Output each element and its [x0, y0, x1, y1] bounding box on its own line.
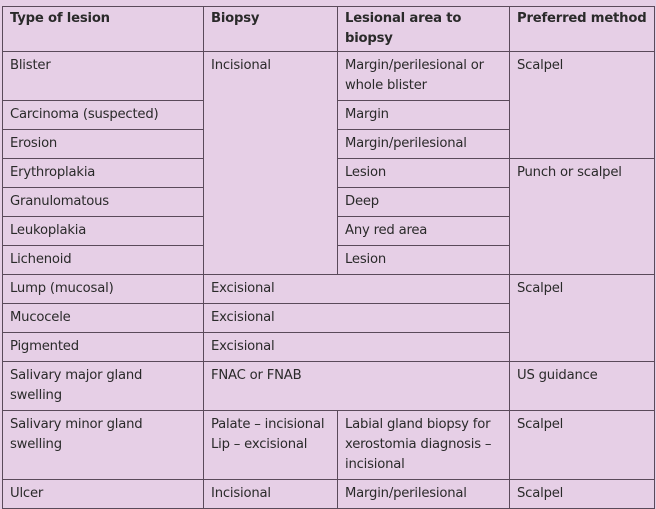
- biopsy-cell: Excisional: [204, 304, 510, 333]
- lesion-type-cell: Lump (mucosal): [3, 275, 204, 304]
- lesion-type-cell: Erosion: [3, 130, 204, 159]
- header-type-of-lesion: Type of lesion: [3, 7, 204, 52]
- header-biopsy: Biopsy: [204, 7, 338, 52]
- biopsy-cell: Excisional: [204, 333, 510, 362]
- area-cell: Margin/perilesional or whole blister: [338, 52, 510, 101]
- method-cell: Scalpel: [510, 52, 655, 159]
- method-cell: US guidance: [510, 362, 655, 411]
- method-cell: Scalpel: [510, 411, 655, 480]
- lesion-type-cell: Erythroplakia: [3, 159, 204, 188]
- method-cell: Scalpel: [510, 275, 655, 362]
- biopsy-table: [2, 6, 655, 509]
- method-cell: Scalpel: [510, 480, 655, 509]
- area-cell: Labial gland biopsy for xerostomia diagnosis – incisional: [338, 411, 510, 480]
- header-row: [3, 7, 655, 52]
- area-cell: Margin/perilesional: [338, 480, 510, 509]
- table-row: [3, 411, 655, 480]
- lesion-type-cell: Pigmented: [3, 333, 204, 362]
- table-row: [3, 362, 655, 411]
- lesion-type-cell: Mucocele: [3, 304, 204, 333]
- biopsy-cell: [204, 411, 338, 480]
- area-cell: Any red area: [338, 217, 510, 246]
- lesion-type-cell: Lichenoid: [3, 246, 204, 275]
- biopsy-cell: Incisional: [204, 52, 338, 275]
- area-cell: Lesion: [338, 246, 510, 275]
- method-cell: Punch or scalpel: [510, 159, 655, 275]
- area-cell: Deep: [338, 188, 510, 217]
- area-cell: Margin/perilesional: [338, 130, 510, 159]
- header-preferred-method: Preferred method: [510, 7, 655, 52]
- lesion-type-cell: Granulomatous: [3, 188, 204, 217]
- lesion-type-cell: Carcinoma (suspected): [3, 101, 204, 130]
- lesion-type-cell: Salivary major gland swelling: [3, 362, 204, 411]
- header-lesional-area: Lesional area to biopsy: [338, 7, 510, 52]
- table-row: [3, 275, 655, 304]
- biopsy-cell: Incisional: [204, 480, 338, 509]
- lesion-type-cell: Leukoplakia: [3, 217, 204, 246]
- lesion-type-cell: Blister: [3, 52, 204, 101]
- lesion-type-cell: Ulcer: [3, 480, 204, 509]
- area-cell: Margin: [338, 101, 510, 130]
- biopsy-cell: Excisional: [204, 275, 510, 304]
- biopsy-text: Palate – incisional Lip – excisional: [211, 417, 325, 452]
- biopsy-cell: FNAC or FNAB: [204, 362, 510, 411]
- table-row: [3, 52, 655, 101]
- area-cell: Lesion: [338, 159, 510, 188]
- lesion-type-cell: Salivary minor gland swelling: [3, 411, 204, 480]
- table-row: [3, 480, 655, 509]
